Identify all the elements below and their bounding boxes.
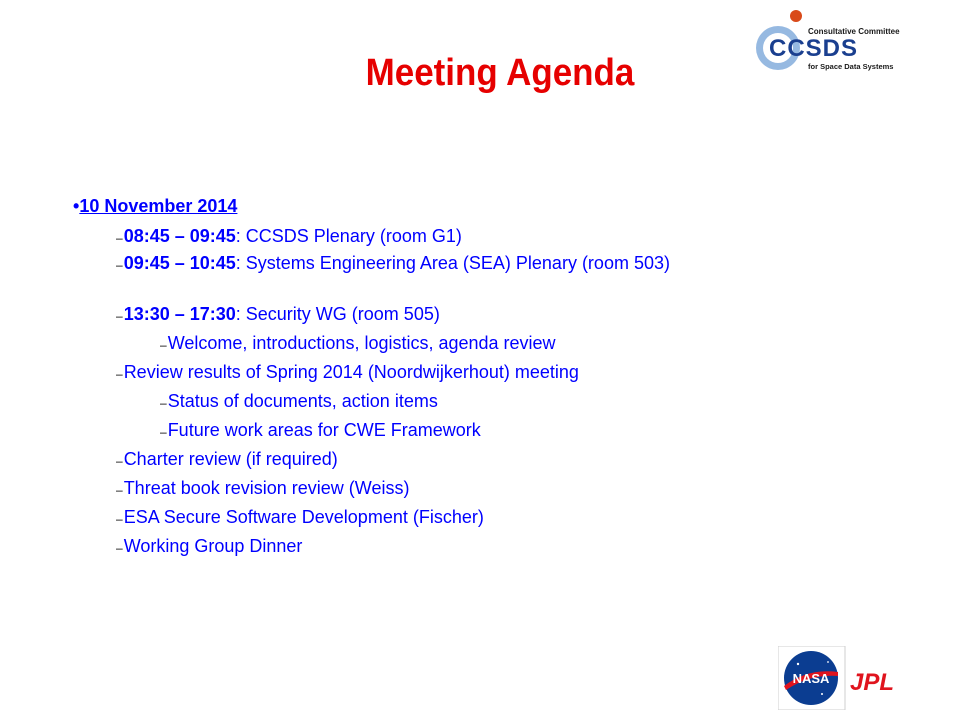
dash-icon: – bbox=[116, 454, 123, 468]
agenda-subitem-text: Future work areas for CWE Framework bbox=[167, 420, 481, 440]
agenda-subitem bbox=[116, 361, 579, 385]
bullet-icon: • bbox=[73, 196, 80, 216]
ccsds-logo-line2: for Space Data Systems bbox=[808, 62, 894, 71]
jpl-logo-text: JPL bbox=[850, 669, 895, 696]
agenda-subitem bbox=[160, 419, 481, 443]
dash-icon: – bbox=[116, 309, 123, 323]
agenda-item-time: 13:30 – 17:30 bbox=[123, 304, 236, 324]
agenda-subitem-text: Status of documents, action items bbox=[167, 391, 438, 411]
nasa-jpl-logo bbox=[778, 646, 915, 710]
ccsds-logo-mark: CCSDS bbox=[769, 35, 859, 62]
dash-icon: – bbox=[160, 425, 167, 439]
agenda-date-bullet bbox=[73, 196, 237, 217]
dash-icon: – bbox=[116, 258, 123, 272]
agenda-subitem bbox=[116, 506, 484, 530]
dash-icon: – bbox=[160, 396, 167, 410]
agenda-subitem bbox=[116, 448, 338, 472]
agenda-item-desc: : Security WG (room 505) bbox=[235, 304, 440, 324]
agenda-item bbox=[116, 225, 462, 249]
agenda-item-time: 09:45 – 10:45 bbox=[123, 253, 236, 273]
ccsds-logo-line1: Consultative Committee bbox=[808, 27, 900, 36]
page-title: Meeting Agenda bbox=[365, 52, 635, 94]
agenda-subitem-text: Charter review (if required) bbox=[123, 449, 338, 469]
agenda-subitem-text: ESA Secure Software Development (Fischer) bbox=[123, 507, 484, 527]
agenda-subitem bbox=[116, 535, 302, 559]
dash-icon: – bbox=[116, 512, 123, 526]
agenda-subitem-text: Threat book revision review (Weiss) bbox=[123, 478, 410, 498]
agenda-subitem bbox=[160, 332, 556, 356]
agenda-subitem-text: Review results of Spring 2014 (Noordwijkerhout) meeting bbox=[123, 362, 579, 382]
dash-icon: – bbox=[160, 338, 167, 352]
agenda-subitem bbox=[160, 390, 438, 414]
agenda-item-desc: : CCSDS Plenary (room G1) bbox=[235, 226, 462, 246]
agenda-date: 10 November 2014 bbox=[79, 196, 238, 216]
agenda-subitem-text: Working Group Dinner bbox=[123, 536, 303, 556]
dash-icon: – bbox=[116, 483, 123, 497]
agenda-subitem bbox=[116, 477, 409, 501]
dash-icon: – bbox=[116, 367, 123, 381]
agenda-subitem-text: Welcome, introductions, logistics, agenda review bbox=[167, 333, 556, 353]
agenda-item bbox=[116, 303, 440, 327]
dash-icon: – bbox=[116, 541, 123, 555]
agenda-item-desc: : Systems Engineering Area (SEA) Plenary (room 503) bbox=[235, 253, 670, 273]
agenda-item bbox=[116, 252, 670, 276]
agenda-item-time: 08:45 – 09:45 bbox=[123, 226, 236, 246]
dash-icon: – bbox=[116, 231, 123, 245]
nasa-logo-text: NASA bbox=[792, 671, 830, 686]
